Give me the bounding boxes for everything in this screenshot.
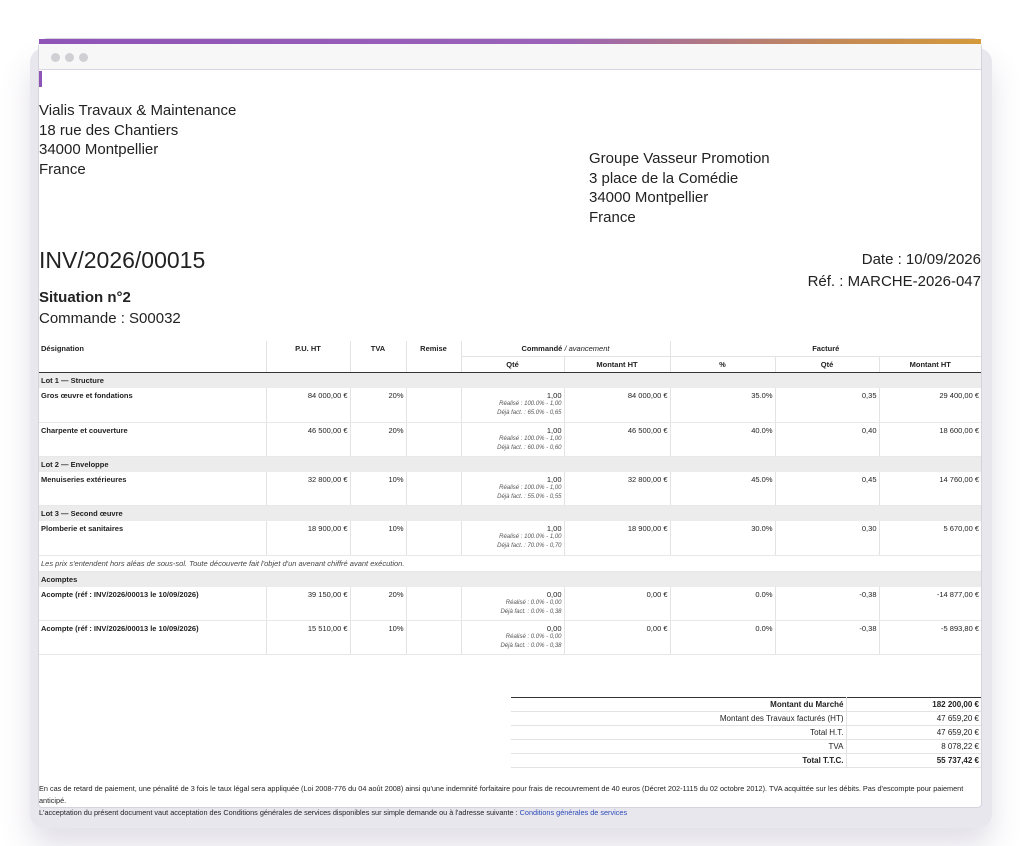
cell-fmontant: 29 400,00 € bbox=[879, 388, 981, 422]
table-row bbox=[39, 621, 981, 655]
total-row-ht bbox=[511, 726, 981, 740]
sender-address bbox=[39, 101, 236, 179]
sender-name: Vialis Travaux & Maintenance bbox=[39, 102, 237, 119]
cell-realise: Réalisé : 0.0% - 0,00 bbox=[505, 634, 562, 640]
table-row bbox=[39, 521, 981, 555]
total-label: Montant des Travaux facturés (HT) bbox=[511, 712, 846, 726]
cell-montant: 0,00 € bbox=[564, 587, 670, 621]
cell-designation: Acompte (réf : INV/2026/00013 le 10/09/2026) bbox=[39, 621, 266, 655]
cell-designation: Menuiseries extérieures bbox=[39, 472, 266, 506]
cell-designation: Acompte (réf : INV/2026/00013 le 10/09/2026) bbox=[39, 587, 266, 621]
col-tva: TVA bbox=[350, 341, 406, 357]
cell-pu: 46 500,00 € bbox=[266, 422, 350, 456]
cell-fmontant: 18 600,00 € bbox=[879, 422, 981, 456]
cell-deja: Déjà fact. : 0.0% - 0,38 bbox=[500, 608, 562, 615]
cell-qte bbox=[461, 472, 564, 506]
cell-tva: 10% bbox=[350, 472, 406, 506]
cell-fmontant: -5 893,80 € bbox=[879, 621, 981, 655]
cell-remise bbox=[406, 388, 461, 422]
cell-realise: Réalisé : 0.0% - 0,00 bbox=[505, 599, 562, 606]
cell-montant: 32 800,00 € bbox=[564, 472, 670, 506]
situation-title: Situation n°2 bbox=[39, 289, 131, 306]
invoice-number: INV/2026/00015 bbox=[39, 247, 206, 273]
title-bar bbox=[39, 44, 981, 70]
recipient-city: 34000 Montpellier bbox=[589, 189, 709, 206]
total-value: 55 737,42 € bbox=[846, 754, 981, 768]
window-dot-minimize[interactable] bbox=[65, 53, 74, 62]
cell-montant: 0,00 € bbox=[564, 621, 670, 655]
table-row bbox=[39, 472, 981, 506]
footer-acceptance-text: L'acceptation du présent document vaut acceptation des Conditions générales de services disponibles sur simple demande ou à l'adresse suivante : bbox=[39, 808, 520, 817]
cell-pct: 0.0% bbox=[670, 621, 775, 655]
cell-deja: Déjà fact. : 55.0% - 0,55 bbox=[497, 493, 562, 500]
sender-country: France bbox=[39, 160, 86, 178]
col-designation: Désignation bbox=[39, 341, 266, 357]
cell-deja: Déjà fact. : 70.0% - 0,70 bbox=[497, 543, 562, 549]
cell-realise: Réalisé : 100.0% - 1,00 bbox=[499, 484, 562, 491]
cell-remise bbox=[406, 472, 461, 506]
order-reference: Commande : S00032 bbox=[39, 310, 181, 327]
sender-city: 34000 Montpellier bbox=[39, 141, 159, 158]
total-row-tva bbox=[511, 740, 981, 754]
table-note: Les prix s'entendent hors aléas de sous-sol. Toute découverte fait l'objet d'un avenant chiffré avant exécution. bbox=[39, 555, 981, 571]
footer-terms bbox=[39, 783, 979, 819]
section-lot2: Lot 2 — Enveloppe bbox=[39, 456, 981, 472]
table-row bbox=[39, 422, 981, 456]
cell-qte bbox=[461, 422, 564, 456]
cell-fqte: 0,40 bbox=[775, 422, 879, 456]
footer-acceptance bbox=[39, 807, 979, 819]
window-dot-maximize[interactable] bbox=[79, 53, 88, 62]
cell-tva: 20% bbox=[350, 422, 406, 456]
recipient-country: France bbox=[589, 208, 636, 226]
window-dot-close[interactable] bbox=[51, 53, 60, 62]
invoice-date: Date : 10/09/2026 bbox=[861, 251, 981, 268]
cell-realise: Réalisé : 100.0% - 1,00 bbox=[499, 401, 562, 407]
col-blank bbox=[350, 357, 406, 373]
cell-pct: 40.0% bbox=[670, 422, 775, 456]
col-group-facture: Facturé bbox=[670, 341, 981, 357]
col-blank bbox=[39, 357, 266, 373]
total-row-marche bbox=[511, 698, 981, 712]
cell-fmontant: 14 760,00 € bbox=[879, 472, 981, 506]
footer-penalty: En cas de retard de paiement, une pénalité de 3 fois le taux légal sera appliquée (Loi 2008-776 du 04 août 2008) ainsi qu'une indemnité forfaitaire pour frais de recouvrement de 40 euros (Décret 202-1115 du 02 octobre 2012). TVA acquittée sur les débits. Pas d'escompte pour paiement anticipé. bbox=[39, 784, 964, 805]
total-value: 47 659,20 € bbox=[846, 726, 981, 740]
cell-deja: Déjà fact. : 0.0% - 0,38 bbox=[500, 643, 562, 649]
cell-qte-value: 0,00 bbox=[546, 589, 562, 599]
total-row-ttc bbox=[511, 754, 981, 768]
cell-remise bbox=[406, 587, 461, 621]
cell-designation: Charpente et couverture bbox=[39, 422, 266, 456]
cell-qte-value: 1,00 bbox=[546, 524, 562, 533]
cell-fmontant: -14 877,00 € bbox=[879, 587, 981, 621]
cell-tva: 10% bbox=[350, 521, 406, 555]
cell-remise bbox=[406, 422, 461, 456]
total-label: Total T.T.C. bbox=[511, 754, 846, 768]
col-pu: P.U. HT bbox=[266, 341, 350, 357]
cell-designation: Gros œuvre et fondations bbox=[39, 388, 266, 422]
col-fqte: Qté bbox=[775, 357, 879, 373]
cell-pct: 35.0% bbox=[670, 388, 775, 422]
cell-qte bbox=[461, 521, 564, 555]
table-row bbox=[39, 587, 981, 621]
total-row-travaux bbox=[511, 712, 981, 726]
cell-montant: 18 900,00 € bbox=[564, 521, 670, 555]
invoice-lines-table bbox=[39, 341, 981, 655]
invoice-ref: Réf. : MARCHE-2026-047 bbox=[807, 273, 981, 290]
cell-designation: Plomberie et sanitaires bbox=[39, 521, 266, 555]
total-label: Montant du Marché bbox=[511, 698, 846, 712]
table-row bbox=[39, 388, 981, 422]
cell-pu: 32 800,00 € bbox=[266, 472, 350, 506]
cell-pu: 39 150,00 € bbox=[266, 587, 350, 621]
total-value: 47 659,20 € bbox=[846, 712, 981, 726]
cell-fqte: -0,38 bbox=[775, 621, 879, 655]
cell-montant: 84 000,00 € bbox=[564, 388, 670, 422]
cell-montant: 46 500,00 € bbox=[564, 422, 670, 456]
cell-remise bbox=[406, 521, 461, 555]
col-pct: % bbox=[670, 357, 775, 373]
cell-tva: 10% bbox=[350, 621, 406, 655]
cell-qte-value: 1,00 bbox=[546, 425, 562, 435]
col-blank bbox=[406, 357, 461, 373]
col-fmontant: Montant HT bbox=[879, 357, 981, 373]
cell-deja: Déjà fact. : 65.0% - 0,65 bbox=[497, 410, 562, 416]
invoice-meta bbox=[808, 249, 981, 293]
cell-remise bbox=[406, 621, 461, 655]
cell-tva: 20% bbox=[350, 388, 406, 422]
cell-qte-value: 1,00 bbox=[546, 474, 562, 484]
browser-window bbox=[38, 38, 982, 817]
col-group-commande: Commandé / avancement bbox=[461, 341, 670, 357]
cell-fqte: 0,45 bbox=[775, 472, 879, 506]
sidebar-marker bbox=[39, 71, 42, 87]
cell-deja: Déjà fact. : 60.0% - 0,60 bbox=[497, 444, 562, 451]
cell-tva: 20% bbox=[350, 587, 406, 621]
section-lot1: Lot 1 — Structure bbox=[39, 373, 981, 389]
totals-table bbox=[511, 697, 981, 768]
cell-fqte: 0,35 bbox=[775, 388, 879, 422]
col-montant: Montant HT bbox=[564, 357, 670, 373]
col-commande-label: Commandé bbox=[521, 344, 563, 353]
cell-fmontant: 5 670,00 € bbox=[879, 521, 981, 555]
cell-pu: 15 510,00 € bbox=[266, 621, 350, 655]
cell-qte-value: 0,00 bbox=[546, 624, 562, 633]
cell-pct: 30.0% bbox=[670, 521, 775, 555]
sender-street: 18 rue des Chantiers bbox=[39, 121, 179, 139]
col-blank bbox=[266, 357, 350, 373]
recipient-street: 3 place de la Comédie bbox=[589, 169, 739, 187]
cell-qte bbox=[461, 388, 564, 422]
total-value: 182 200,00 € bbox=[846, 698, 981, 712]
cell-qte bbox=[461, 621, 564, 655]
cell-fqte: -0,38 bbox=[775, 587, 879, 621]
cell-realise: Réalisé : 100.0% - 1,00 bbox=[499, 534, 562, 540]
cell-qte-value: 1,00 bbox=[546, 391, 562, 400]
cell-fqte: 0,30 bbox=[775, 521, 879, 555]
cell-realise: Réalisé : 100.0% - 1,00 bbox=[499, 435, 562, 442]
cell-qte bbox=[461, 587, 564, 621]
col-qte: Qté bbox=[461, 357, 564, 373]
cell-pu: 84 000,00 € bbox=[266, 388, 350, 422]
cell-pct: 45.0% bbox=[670, 472, 775, 506]
total-label: Total H.T. bbox=[511, 726, 846, 740]
cell-pct: 0.0% bbox=[670, 587, 775, 621]
total-value: 8 078,22 € bbox=[846, 740, 981, 754]
col-avancement-label: avancement bbox=[568, 344, 610, 353]
section-lot3: Lot 3 — Second œuvre bbox=[39, 506, 981, 522]
cell-pu: 18 900,00 € bbox=[266, 521, 350, 555]
terms-link[interactable]: Conditions générales de services bbox=[519, 808, 628, 817]
col-remise: Remise bbox=[406, 341, 461, 357]
section-acomptes: Acomptes bbox=[39, 571, 981, 587]
total-label: TVA bbox=[511, 740, 846, 754]
recipient-name: Groupe Vasseur Promotion bbox=[589, 150, 770, 167]
recipient-address bbox=[589, 149, 770, 227]
